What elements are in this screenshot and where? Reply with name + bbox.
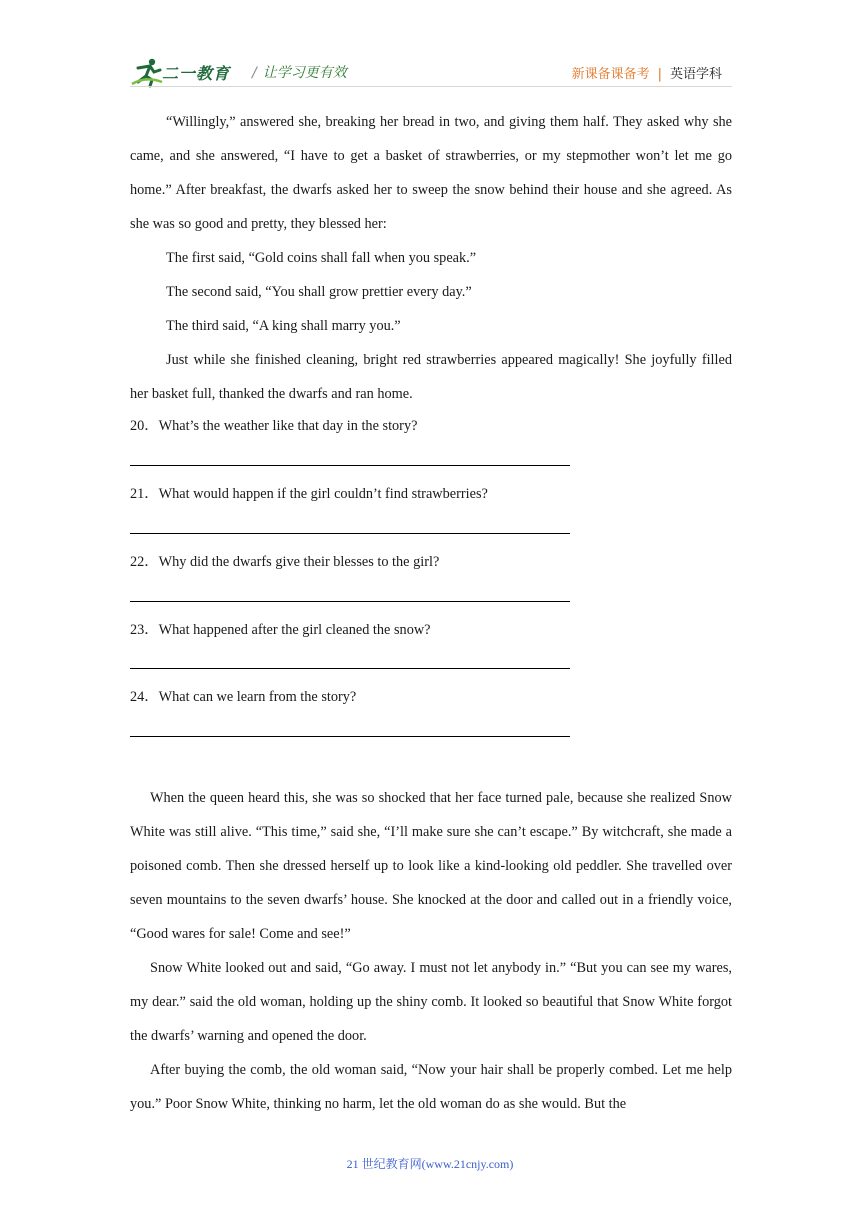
paragraph: The third said, “A king shall marry you.” — [166, 318, 401, 334]
paragraph: The first said, “Gold coins shall fall when you speak.” — [166, 250, 477, 266]
paragraph: After buying the comb, the old woman said, “Now your hair shall be properly combed. Let me help you.” Poor Snow White, thinking no harm, let the old woman do as she would. But the — [130, 1062, 732, 1112]
question-22 — [130, 552, 439, 572]
question-text: What’s the weather like that day in the story? — [158, 418, 418, 434]
paragraph: The second said, “You shall grow prettier every day.” — [166, 284, 472, 300]
answer-line[interactable] — [130, 736, 570, 737]
answer-line[interactable] — [130, 668, 570, 669]
paragraph: When the queen heard this, she was so shocked that her face turned pale, because she realized Snow White was still alive. “This time,” said she, “I’ll make sure she can’t escape.” By witchcraft, she made a poisoned comb. Then she dressed herself up to look like a kind-looking old peddler. She travelled over seven mountains to the seven dwarfs’ house. She knocked at the door and called out in a friendly voice, “Good wares for sale! Come and see!” — [130, 790, 732, 942]
question-number: 23． — [130, 622, 159, 638]
question-23 — [130, 620, 431, 640]
question-number: 21． — [130, 486, 159, 502]
question-20 — [130, 416, 417, 436]
paragraph: Just while she finished cleaning, bright red strawberries appeared magically! She joyfully filled her basket full, thanked the dwarfs and ran home. — [130, 352, 732, 402]
passage-one — [130, 105, 732, 411]
question-21 — [130, 484, 488, 504]
header-separator: | — [657, 67, 662, 82]
question-24 — [130, 687, 356, 707]
question-text: What can we learn from the story? — [158, 689, 357, 705]
page-header — [130, 56, 732, 88]
slogan — [252, 62, 347, 82]
question-text: Why did the dwarfs give their blesses to the girl? — [158, 554, 440, 570]
question-text: What happened after the girl cleaned the snow? — [158, 622, 431, 638]
header-course-subject — [572, 63, 722, 82]
answer-line[interactable] — [130, 601, 570, 602]
slogan-slash: / — [252, 65, 257, 81]
page-footer: 21 世纪教育网(www.21cnjy.com) — [346, 1157, 514, 1171]
question-number: 22． — [130, 554, 159, 570]
slogan-text: 让学习更有效 — [262, 65, 347, 81]
subject-label: 英语学科 — [669, 67, 722, 82]
header-divider — [130, 86, 732, 87]
passage-two — [130, 781, 732, 1121]
logo — [130, 56, 250, 88]
answer-line[interactable] — [130, 465, 570, 466]
paragraph: “Willingly,” answered she, breaking her bread in two, and giving them half. They asked why she came, and she answered, “I have to get a basket of strawberries, or my stepmother won’t let me go home.” After breakfast, the dwarfs asked her to sweep the snow behind their house and she agreed. As she was so good and pretty, they blessed her: — [130, 114, 732, 232]
answer-line[interactable] — [130, 533, 570, 534]
question-number: 20． — [130, 418, 159, 434]
question-text: What would happen if the girl couldn’t find strawberries? — [158, 486, 488, 502]
paragraph: Snow White looked out and said, “Go away. I must not let anybody in.” “But you can see my wares, my dear.” said the old woman, holding up the shiny comb. It looked so beautiful that Snow White forgot the dwarfs’ warning and opened the door. — [130, 960, 732, 1044]
logo-text: 二一教育 — [162, 64, 231, 83]
question-number: 24． — [130, 689, 159, 705]
course-label: 新课备课备考 — [571, 67, 650, 82]
running-figure-icon — [130, 56, 164, 88]
